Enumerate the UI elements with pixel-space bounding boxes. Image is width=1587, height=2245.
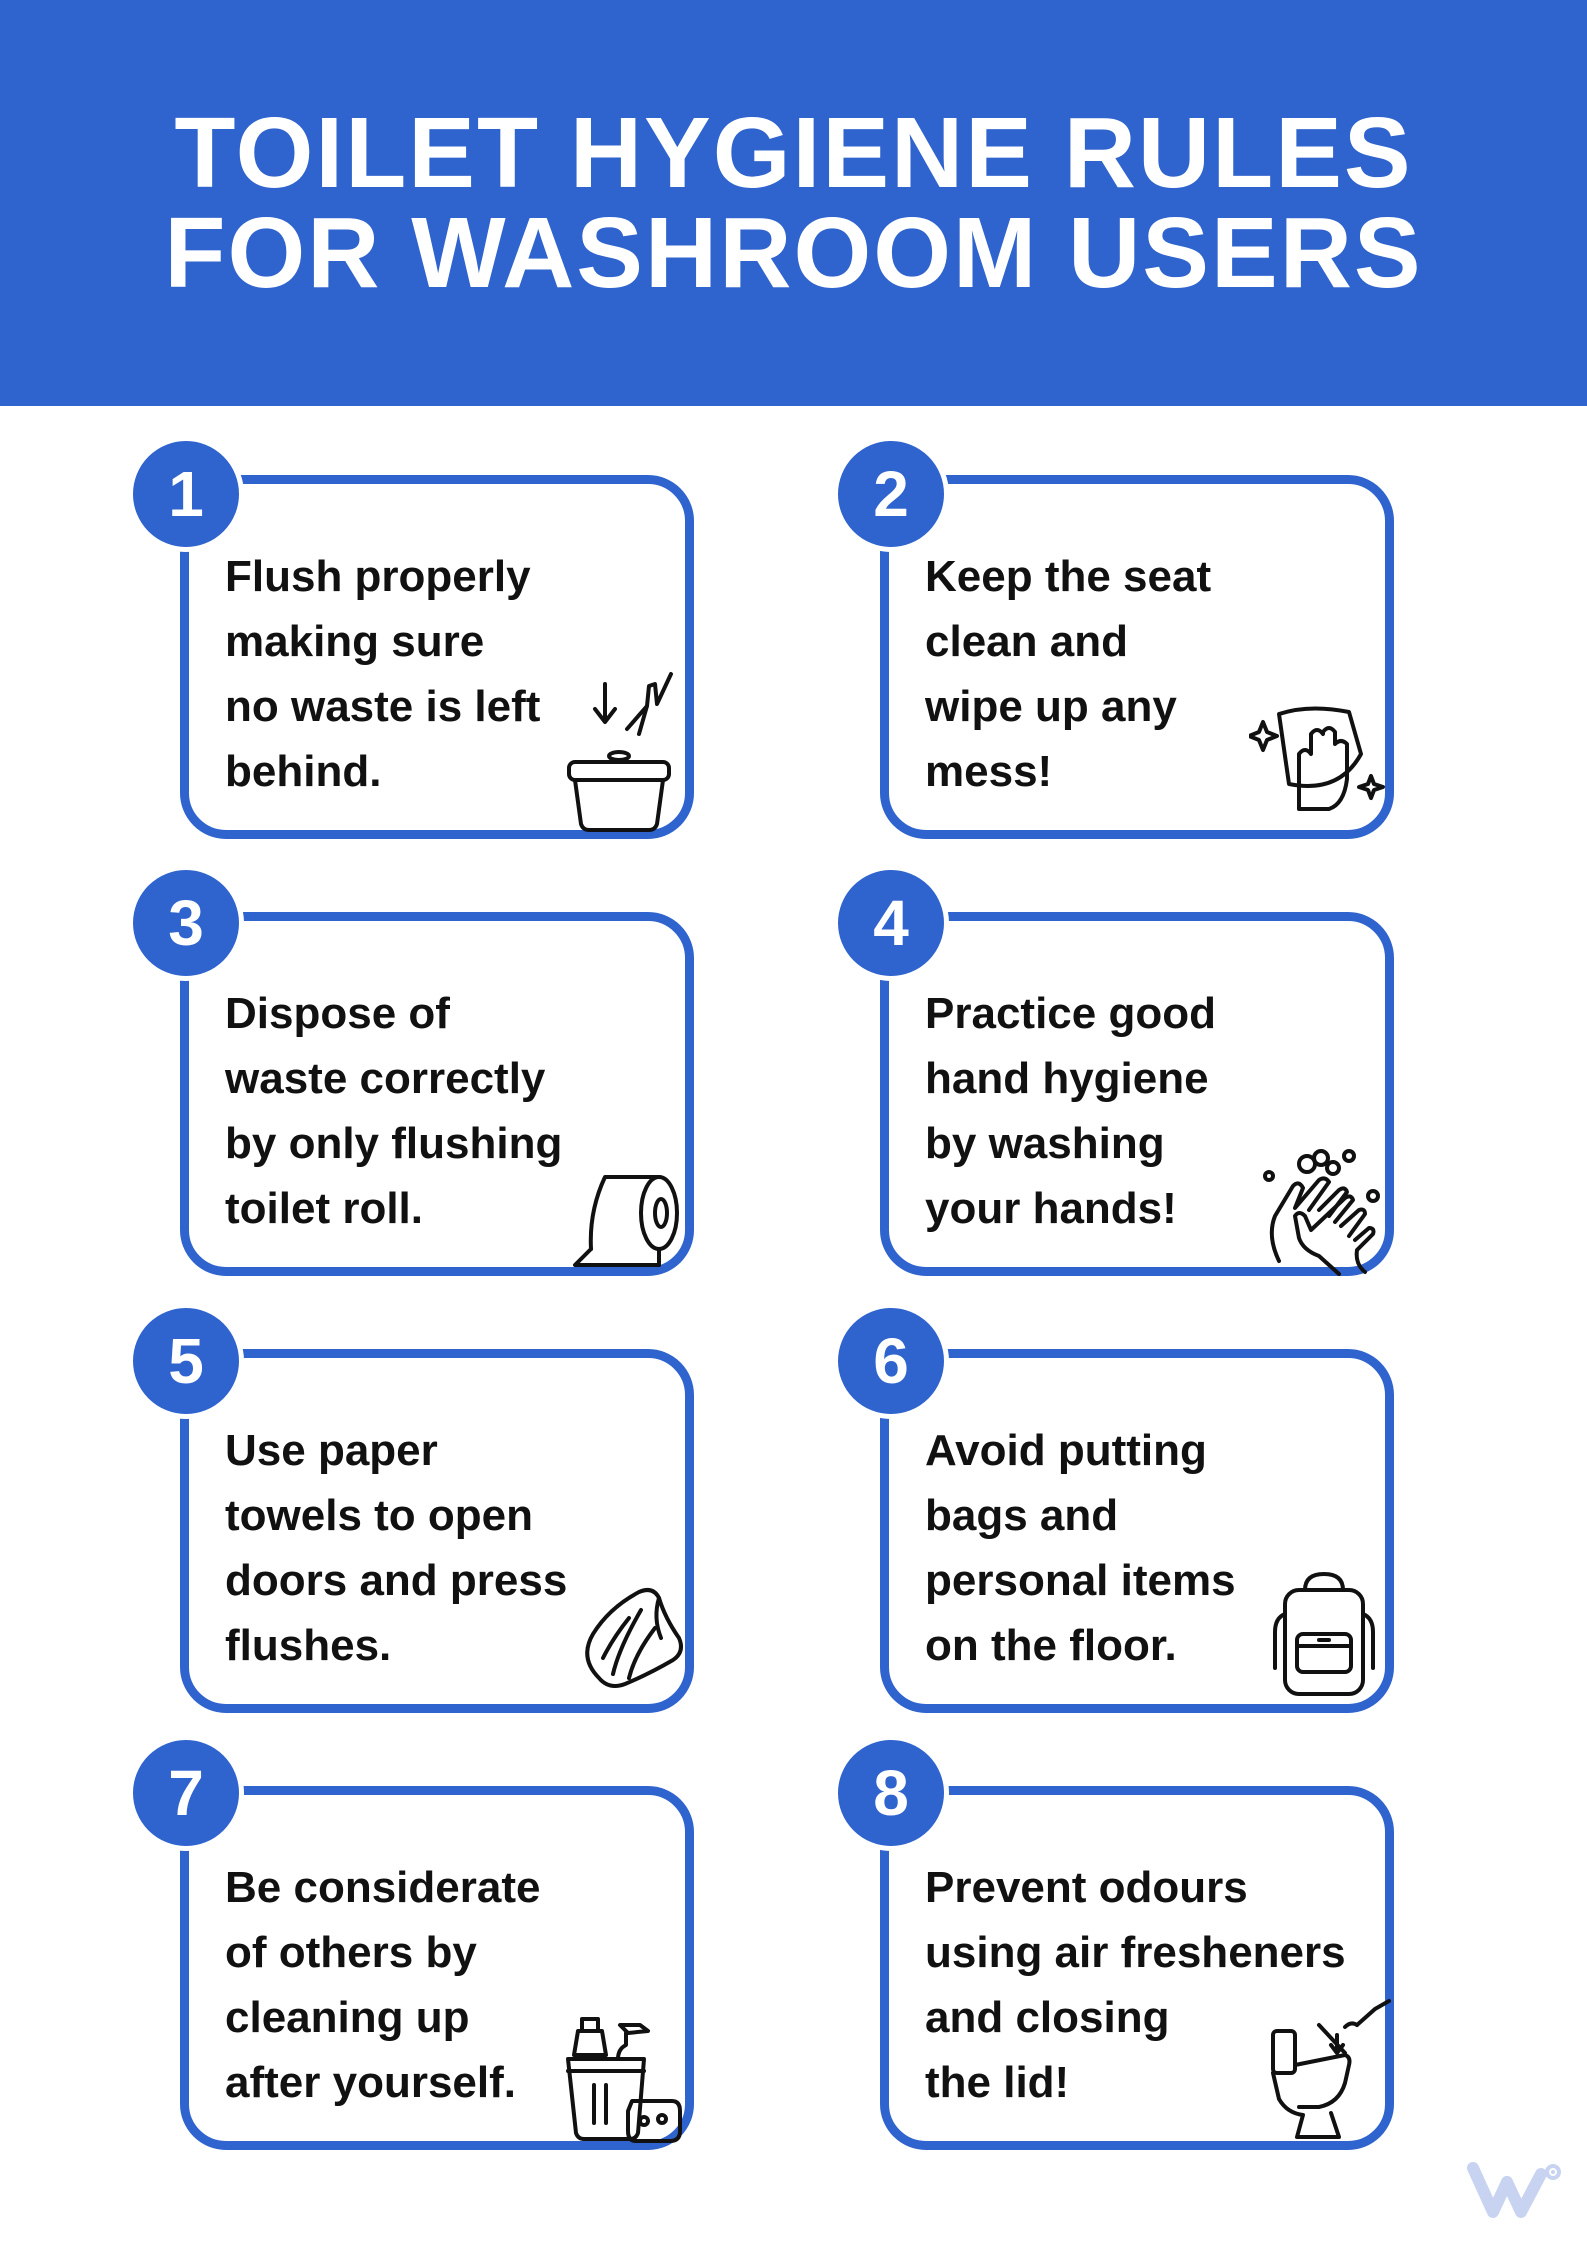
rule-text-line: using air fresheners <box>925 1928 1346 1977</box>
rule-text-line: on the floor. <box>925 1621 1177 1670</box>
rule-text-line: Avoid putting <box>925 1426 1207 1475</box>
rule-text-6 <box>925 1418 1236 1678</box>
rule-text-line: towels to open <box>225 1491 533 1540</box>
rule-text-line: making sure <box>225 617 485 666</box>
rule-card-1 <box>180 475 694 839</box>
flush-bin-icon <box>559 664 689 834</box>
rule-card-3 <box>180 912 694 1276</box>
backpack-icon <box>1269 1568 1379 1698</box>
rule-card-8 <box>880 1786 1394 2150</box>
rule-text-line: after yourself. <box>225 2058 516 2107</box>
rule-text-line: Prevent odours <box>925 1863 1248 1912</box>
rule-text-line: clean and <box>925 617 1128 666</box>
rule-number-badge-6: 6 <box>833 1303 949 1419</box>
rule-text-line: Be considerate <box>225 1863 541 1912</box>
rule-text-line: your hands! <box>925 1184 1177 1233</box>
rule-number-badge-7: 7 <box>128 1735 244 1851</box>
rule-text-line: behind. <box>225 747 382 796</box>
rule-text-line: waste correctly <box>225 1054 546 1103</box>
rule-text-line: doors and press <box>225 1556 568 1605</box>
rule-text-line: Keep the seat <box>925 552 1212 601</box>
rule-text-line: bags and <box>925 1491 1119 1540</box>
rule-text-line: Dispose of <box>225 989 450 1038</box>
rule-text-line: cleaning up <box>225 1993 470 2042</box>
rule-text-line: Flush properly <box>225 552 531 601</box>
rule-text-line: of others by <box>225 1928 477 1977</box>
rule-text-3 <box>225 981 562 1241</box>
rule-card-7 <box>180 1786 694 2150</box>
rule-text-4 <box>925 981 1216 1241</box>
rule-text-line: Use paper <box>225 1426 438 1475</box>
rule-card-4 <box>880 912 1394 1276</box>
rule-text-line: wipe up any <box>925 682 1177 731</box>
paper-towel-icon <box>569 1578 689 1698</box>
page-title-line-2: FOR WASHROOM USERS <box>164 197 1423 309</box>
rule-text-line: toilet roll. <box>225 1184 423 1233</box>
rule-text-line: the lid! <box>925 2058 1070 2107</box>
rule-number-badge-5: 5 <box>128 1303 244 1419</box>
header-banner <box>0 0 1587 406</box>
rule-number-badge-3: 3 <box>128 865 244 981</box>
rule-number-badge-8: 8 <box>833 1735 949 1851</box>
rule-text-7 <box>225 1855 540 2115</box>
rule-card-5 <box>180 1349 694 1713</box>
rule-text-line: and closing <box>925 1993 1170 2042</box>
rule-text-line: Practice good <box>925 989 1216 1038</box>
rule-card-6 <box>880 1349 1394 1713</box>
brand-logo-icon <box>1465 2160 1561 2227</box>
rule-text-line: mess! <box>925 747 1053 796</box>
rule-text-line: by washing <box>925 1119 1165 1168</box>
rule-text-line: hand hygiene <box>925 1054 1209 1103</box>
rule-text-2 <box>925 544 1211 804</box>
rule-number-badge-2: 2 <box>833 436 949 552</box>
page-title-line-1: TOILET HYGIENE RULES <box>174 97 1413 209</box>
rule-text-line: by only flushing <box>225 1119 563 1168</box>
rule-number-badge-1: 1 <box>128 436 244 552</box>
hand-washing-icon <box>1259 1146 1389 1276</box>
toilet-roll-icon <box>569 1171 689 1271</box>
rule-card-2 <box>880 475 1394 839</box>
toilet-lid-icon <box>1259 1995 1399 2145</box>
rule-text-line: no waste is left <box>225 682 541 731</box>
rule-text-1 <box>225 544 540 804</box>
rule-text-line: flushes. <box>225 1621 392 1670</box>
rule-text-line: personal items <box>925 1556 1236 1605</box>
rule-number-badge-4: 4 <box>833 865 949 981</box>
wiping-glove-icon <box>1249 694 1389 824</box>
cleaning-supplies-icon <box>564 2015 684 2145</box>
rule-text-5 <box>225 1418 567 1678</box>
